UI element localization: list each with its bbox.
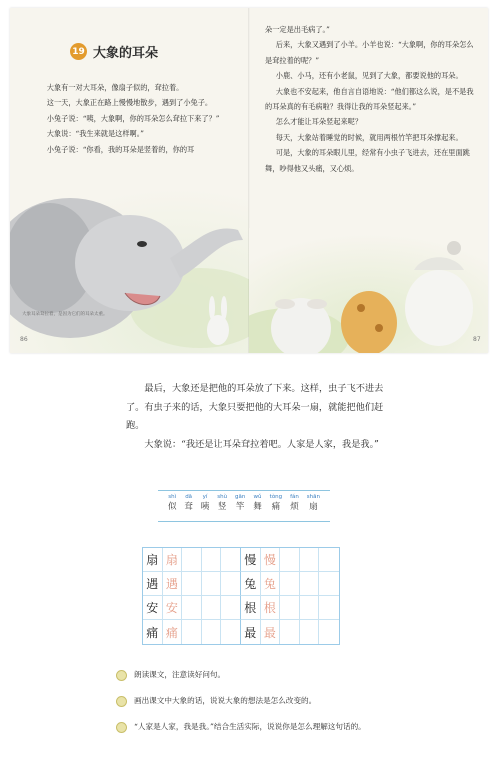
exercise-list <box>116 667 396 745</box>
character: 舞 <box>253 502 262 512</box>
character: 痛 <box>271 502 281 512</box>
grid-trace-char: 安 <box>163 596 183 620</box>
vocab-item <box>168 493 177 514</box>
grid-empty-cell <box>202 548 222 572</box>
grid-empty-cell <box>319 596 339 620</box>
right-page-text <box>265 22 477 176</box>
grid-empty-cell <box>280 572 300 596</box>
exercise-text: 画出课文中大象的话，说说大象的想法是怎么改变的。 <box>134 696 317 705</box>
paragraph: 小兔子说：“咦，大象啊，你的耳朵怎么耷拉下来了？” <box>46 113 220 123</box>
grid-empty-cell <box>182 572 202 596</box>
grid-trace-char: 最 <box>261 620 281 644</box>
pinyin: yí <box>202 494 208 500</box>
character: 竿 <box>235 502 245 512</box>
grid-empty-cell <box>300 620 320 644</box>
right-page <box>249 8 488 353</box>
page-number-right: 87 <box>473 336 481 343</box>
grid-char: 根 <box>241 596 261 620</box>
paragraph: 小鹿、小马，还有小老鼠，见到了大象，都要说他的耳朵。 <box>275 71 463 81</box>
pinyin: shān <box>306 494 320 500</box>
grid-empty-cell <box>280 596 300 620</box>
pinyin: shì <box>168 494 177 500</box>
grid-trace-char: 慢 <box>261 548 281 572</box>
paragraph: 每天，大象站着睡觉的时候，就用两根竹竿把耳朵撑起来。 <box>275 132 463 142</box>
exercise-item <box>116 693 396 708</box>
page-number-left: 86 <box>20 336 28 343</box>
paragraph: 怎么才能让耳朵竖起来呢？ <box>275 117 363 127</box>
vocab-item <box>184 493 193 514</box>
grid-empty-cell <box>182 596 202 620</box>
grid-char: 安 <box>143 596 163 620</box>
character: 扇 <box>309 502 318 512</box>
character: 竖 <box>217 502 227 512</box>
grid-char: 兔 <box>241 572 261 596</box>
grid-trace-char: 扇 <box>163 548 183 572</box>
grid-empty-cell <box>202 572 222 596</box>
pinyin: fán <box>290 494 299 500</box>
pinyin: gān <box>234 494 246 500</box>
grid-char: 痛 <box>143 620 163 644</box>
grid-empty-cell <box>221 596 241 620</box>
exercise-bullet-icon <box>116 670 127 681</box>
character: 似 <box>167 502 177 512</box>
exercise-item <box>116 667 396 682</box>
character: 烦 <box>290 502 299 512</box>
pinyin: wǔ <box>253 494 262 500</box>
grid-empty-cell <box>300 572 320 596</box>
paragraph: 大象说：“我还是让耳朵耷拉着吧。人家是人家，我是我。” <box>144 438 379 450</box>
pinyin: shù <box>217 494 228 500</box>
pinyin: dā <box>185 494 193 500</box>
grid-empty-cell <box>202 596 222 620</box>
character: 耷 <box>184 502 193 512</box>
grid-trace-char: 根 <box>261 596 281 620</box>
exercise-bullet-icon <box>116 696 127 707</box>
lesson-number-badge: 19 <box>70 43 87 60</box>
exercise-item <box>116 719 396 734</box>
grid-char: 最 <box>241 620 261 644</box>
paragraph: 小兔子说：“你看，我的耳朵是竖着的，你的耳 <box>46 144 195 154</box>
grid-empty-cell <box>202 620 222 644</box>
textbook-spread-photo <box>10 8 488 353</box>
writing-grid <box>142 547 340 645</box>
paragraph: 大象也不安起来，他自言自语地说：“他们都这么说，是不是我的耳朵真的有毛病啦？我得让我的耳朵竖起来。” <box>265 86 474 112</box>
grid-trace-char: 兔 <box>261 572 281 596</box>
lesson-title-text: 大象的耳朵 <box>93 46 159 61</box>
exercise-text: 朗读课文，注意读好问句。 <box>134 670 226 679</box>
pinyin: tòng <box>269 494 283 500</box>
grid-empty-cell <box>319 548 339 572</box>
grid-char: 遇 <box>143 572 163 596</box>
story-ending <box>126 380 396 454</box>
character: 咦 <box>200 502 210 512</box>
grid-trace-char: 遇 <box>163 572 183 596</box>
grid-empty-cell <box>300 548 320 572</box>
paragraph: 朵一定是出毛病了。” <box>265 25 330 34</box>
paragraph: 大象有一对大耳朵，像扇子似的，耷拉着。 <box>46 83 184 92</box>
grid-empty-cell <box>319 620 339 644</box>
grid-empty-cell <box>221 548 241 572</box>
grid-char: 扇 <box>143 548 163 572</box>
lesson-title <box>70 42 158 61</box>
grid-empty-cell <box>319 572 339 596</box>
paragraph: 最后，大象还是把他的耳朵放了下来。这样，虫子飞不进去了。有虫子来的话，大象只要把他的大耳朵一扇，就能把他们赶跑。 <box>126 383 384 431</box>
vocab-item <box>201 493 210 514</box>
image-caption: 大象耳朵耷拉着，是因为它们的耳朵太重。 <box>22 312 108 317</box>
grid-empty-cell <box>280 548 300 572</box>
vocab-item <box>307 493 320 514</box>
exercise-bullet-icon <box>116 722 127 733</box>
paragraph: 大象说：“我生来就是这样啊。” <box>46 129 144 139</box>
grid-empty-cell <box>300 596 320 620</box>
grid-empty-cell <box>221 620 241 644</box>
vocab-item <box>235 493 245 514</box>
grid-empty-cell <box>182 548 202 572</box>
vocab-item <box>270 493 283 514</box>
vocab-pinyin-box <box>158 490 330 522</box>
vocab-item <box>217 493 227 514</box>
grid-empty-cell <box>182 620 202 644</box>
grid-char: 慢 <box>241 548 261 572</box>
left-page-text <box>36 80 226 157</box>
exercise-text: “人家是人家，我是我。”结合生活实际，说说你是怎么理解这句话的。 <box>134 722 366 731</box>
paragraph: 后来，大象又遇到了小羊。小羊也说：“大象啊，你的耳朵怎么是耷拉着的呢？” <box>265 40 474 65</box>
grid-empty-cell <box>221 572 241 596</box>
grid-empty-cell <box>280 620 300 644</box>
left-page <box>10 8 249 353</box>
paragraph: 这一天，大象正在路上慢慢地散步，遇到了小兔子。 <box>46 98 213 108</box>
vocab-item <box>290 493 299 514</box>
paragraph: 可是，大象的耳朵眼儿里，经常有小虫子飞进去，还在里面跳舞，吵得他又头痛，又心烦。 <box>265 148 470 173</box>
vocab-item <box>253 493 262 514</box>
grid-trace-char: 痛 <box>163 620 183 644</box>
